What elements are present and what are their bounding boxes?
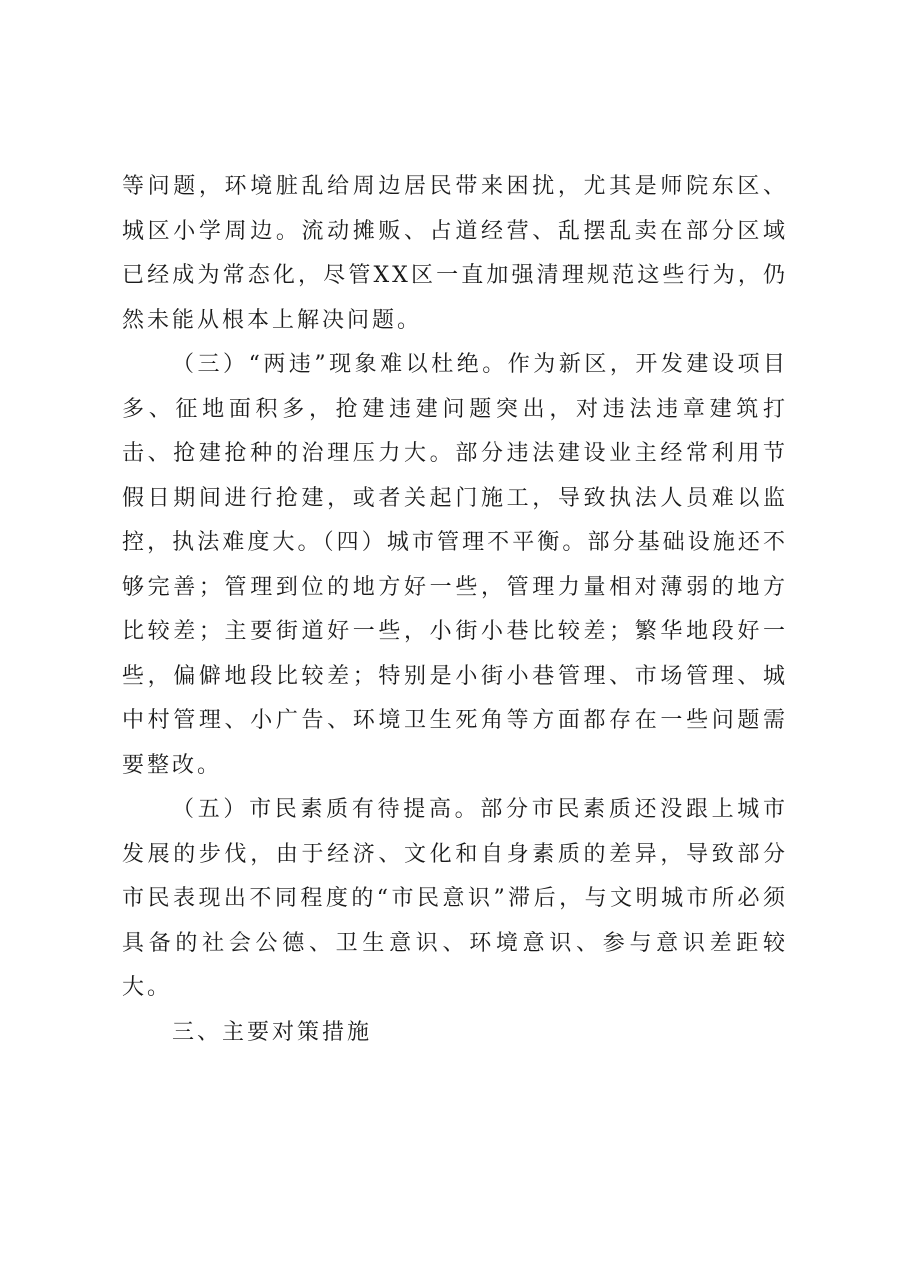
document-body xyxy=(122,165,788,1055)
paragraph-two-violations: （三）“两违”现象难以杜绝。作为新区，开发建设项目多、征地面积多，抢建违建问题突出，对违法违章建筑打击、抢建抢种的治理压力大。部分违法建设业主经常利用节假日期间进行抢建，或者关起门施工，导致执法人员难以监控，执法难度大。（四）城市管理不平衡。部分基础设施还不够完善；管理到位的地方好一些，管理力量相对薄弱的地方比较差；主要街道好一些，小街小巷比较差；繁华地段好一些，偏僻地段比较差；特别是小街小巷管理、市场管理、城中村管理、小广告、环境卫生死角等方面都存在一些问题需要整改。 xyxy=(122,352,788,778)
paragraph-continued: 等问题，环境脏乱给周边居民带来困扰，尤其是师院东区、城区小学周边。流动摊贩、占道经营、乱摆乱卖在部分区域已经成为常态化，尽管XX区一直加强清理规范这些行为，仍然未能从根本上解决问题。 xyxy=(122,174,788,333)
section-heading-countermeasures: 三、主要对策措施 xyxy=(172,1019,373,1045)
paragraph-citizen-quality: （五）市民素质有待提高。部分市民素质还没跟上城市发展的步伐，由于经济、文化和自身素质的差异，导致部分市民表现出不同程度的“市民意识”滞后，与文明城市所必须具备的社会公德、卫生意识、环境意识、参与意识差距较大。 xyxy=(122,797,788,1000)
